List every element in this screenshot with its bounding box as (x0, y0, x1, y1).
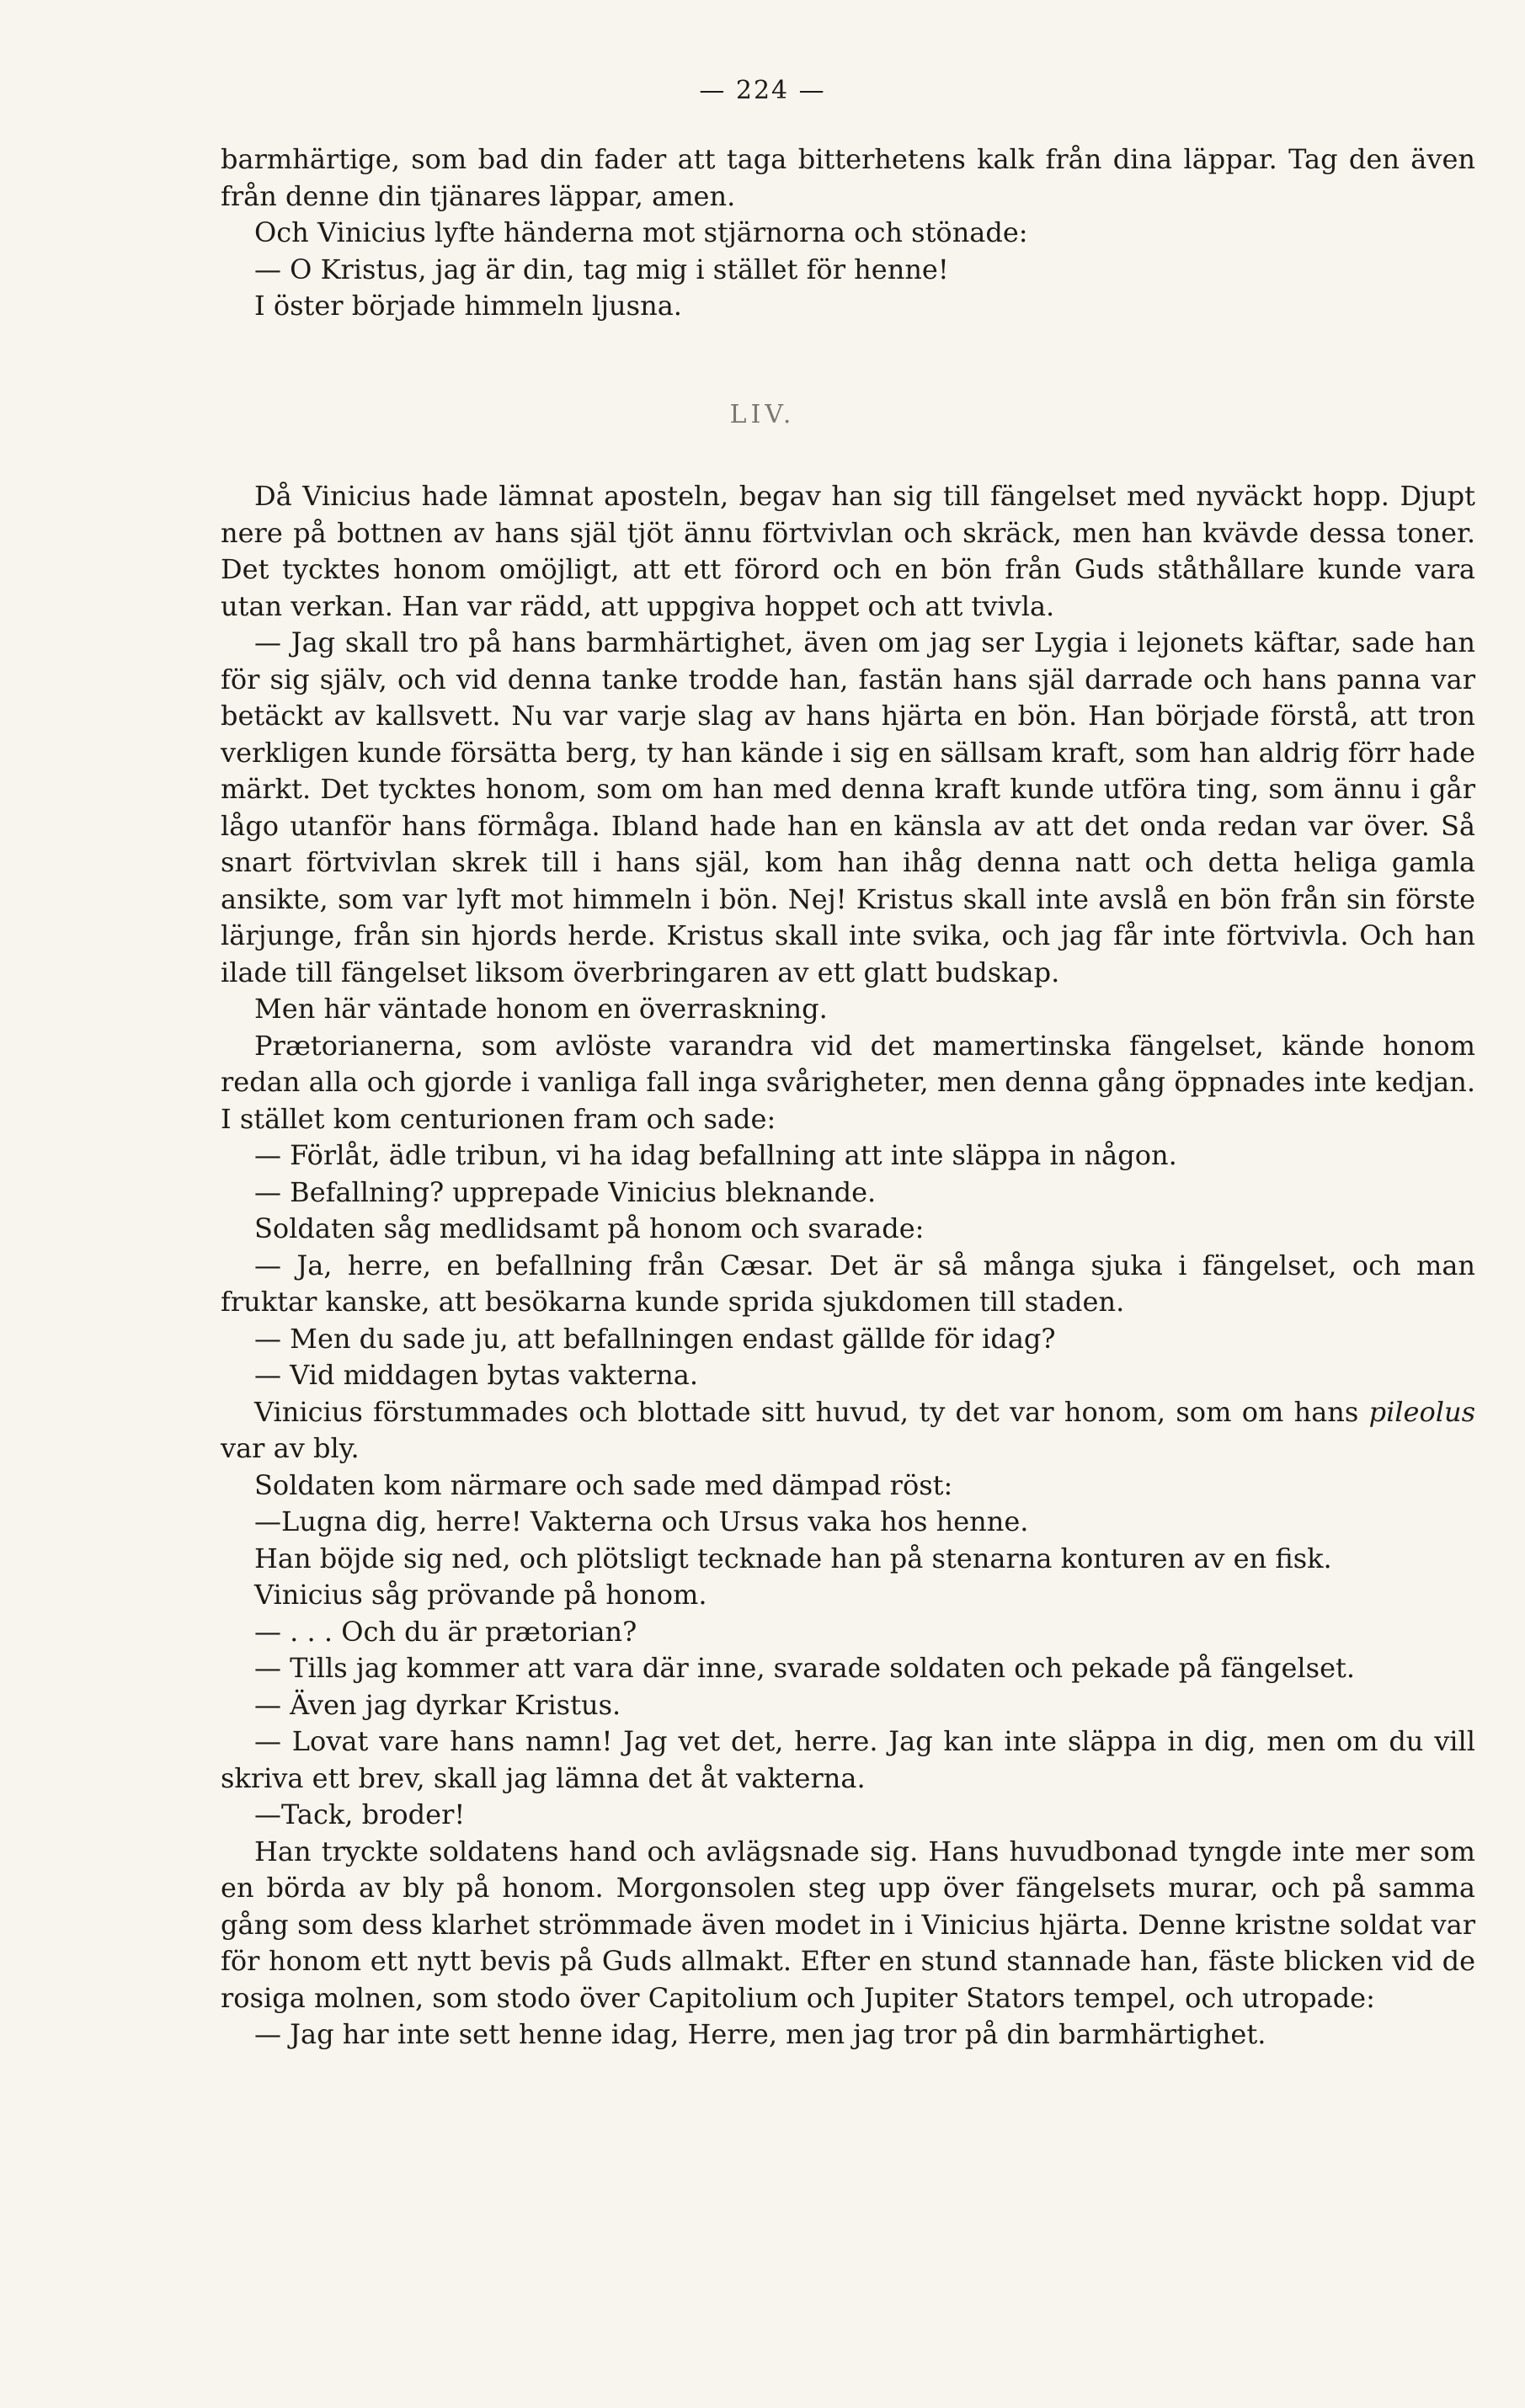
paragraph: Och Vinicius lyfte händerna mot stjärnorna och stönade: (254, 216, 1028, 248)
chapter-heading: LIV. (729, 400, 796, 429)
paragraph: — Förlåt, ädle tribun, vi ha idag befallning att inte släppa in någon. (254, 1139, 1177, 1171)
paragraph: barmhärtige, som bad din fader att taga bitterhetens kalk från dina läppar. Tag den även från denne din tjänares läppar, amen. (221, 143, 1475, 212)
paragraph: Vinicius såg prövande på honom. (254, 1579, 707, 1611)
paragraph: — Även jag dyrkar Kristus. (254, 1688, 621, 1721)
text-span: Vinicius förstummades och blottade sitt huvud, ty det var honom, som om hans (254, 1395, 1369, 1428)
paragraph: — O Kristus, jag är din, tag mig i stället för henne! (254, 253, 949, 285)
text-span: var av bly. (221, 1432, 360, 1464)
paragraph: Då Vinicius hade lämnat aposteln, begav han sig till fängelset med nyväckt hopp. Djupt nere på bottnen av hans själ tjöt ännu förtvivlan och skräck, men han kvävde dessa toner. Det tycktes honom omöjligt, att ett förord och en bön från Guds ståthållare kunde vara utan verkan. Han var rädd, att uppgiva hoppet och att tvivla. (221, 480, 1475, 622)
paragraph: —Tack, broder! (254, 1798, 466, 1830)
paragraph: Prætorianerna, som avlöste varandra vid det mamertinska fängelset, kände honom redan alla och gjorde i vanliga fall inga svårigheter, men denna gång öppnades inte kedjan. I stället kom centurionen fram och sade: (221, 1029, 1475, 1135)
paragraph: Men här väntade honom en överraskning. (254, 993, 828, 1025)
paragraph: Soldaten kom närmare och sade med dämpad röst: (254, 1468, 953, 1501)
paragraph: — Jag skall tro på hans barmhärtighet, även om jag ser Lygia i lejonets käftar, sade han för sig själv, och vid denna tanke trodde han, fastän hans själ darrade och hans panna var betäckt av kallsvett. Nu var varje slag av hans hjärta en bön. Han började förstå, att tron verkligen kunde försätta berg, ty han kände i sig en sällsam kraft, som han aldrig förr hade märkt. Det tycktes honom, som om han med denna kraft kunde utföra ting, som ännu i går lågo utanför hans förmåga. Ibland hade han en känsla av att det onda redan var över. Så snart förtvivlan skrek till i hans själ, kom han ihåg denna natt och detta heliga gamla ansikte, som var lyft mot himmeln i bön. Nej! Kristus skall inte avslå en bön från sin förste lärjunge, från sin hjords herde. Kristus skall inte svika, och jag får inte förtvivla. Och han ilade till fängelset liksom överbringaren av ett glatt budskap. (221, 626, 1475, 988)
paragraph: — Jag har inte sett henne idag, Herre, men jag tror på din barmhärtighet. (254, 2018, 1266, 2050)
text-block-main (221, 478, 1475, 2054)
paragraph: — Men du sade ju, att befallningen endast gällde för idag? (254, 1322, 1056, 1355)
paragraph: Han tryckte soldatens hand och avlägsnade sig. Hans huvudbonad tyngde inte mer som en börda av bly på honom. Morgonsolen steg upp över fängelsets murar, och på samma gång som dess klarhet strömmade även modet in i Vinicius hjärta. Denne kristne soldat var för honom ett nytt bevis på Guds allmakt. Efter en stund stannade han, fäste blicken vid de rosiga molnen, som stodo över Capitolium och Jupiter Stators tempel, och utropade: (221, 1835, 1475, 2014)
page-number: — 224 — (699, 76, 826, 105)
paragraph: — Tills jag kommer att vara där inne, svarade soldaten och pekade på fängelset. (254, 1652, 1356, 1684)
paragraph: — . . . Och du är prætorian? (254, 1615, 637, 1648)
paragraph: —Lugna dig, herre! Vakterna och Ursus vaka hos henne. (254, 1505, 1029, 1537)
paragraph-pileolus (221, 1394, 1475, 1468)
paragraph: — Vid middagen bytas vakterna. (254, 1359, 699, 1391)
text-block-top (221, 141, 1475, 325)
paragraph: Soldaten såg medlidsamt på honom och svarade: (254, 1212, 925, 1244)
paragraph: — Befallning? upprepade Vinicius bleknande. (254, 1175, 877, 1208)
paragraph: — Ja, herre, en befallning från Cæsar. Det är så många sjuka i fängelset, och man fruktar kanske, att besökarna kunde sprida sjukdomen till staden. (221, 1249, 1475, 1318)
italic-word: pileolus (1368, 1395, 1475, 1428)
paragraph: Han böjde sig ned, och plötsligt tecknade han på stenarna konturen av en fisk. (254, 1542, 1332, 1574)
paragraph: — Lovat vare hans namn! Jag vet det, herre. Jag kan inte släppa in dig, men om du vill skriva ett brev, skall jag lämna det åt vakterna. (221, 1725, 1475, 1794)
paragraph: I öster började himmeln ljusna. (254, 290, 682, 322)
